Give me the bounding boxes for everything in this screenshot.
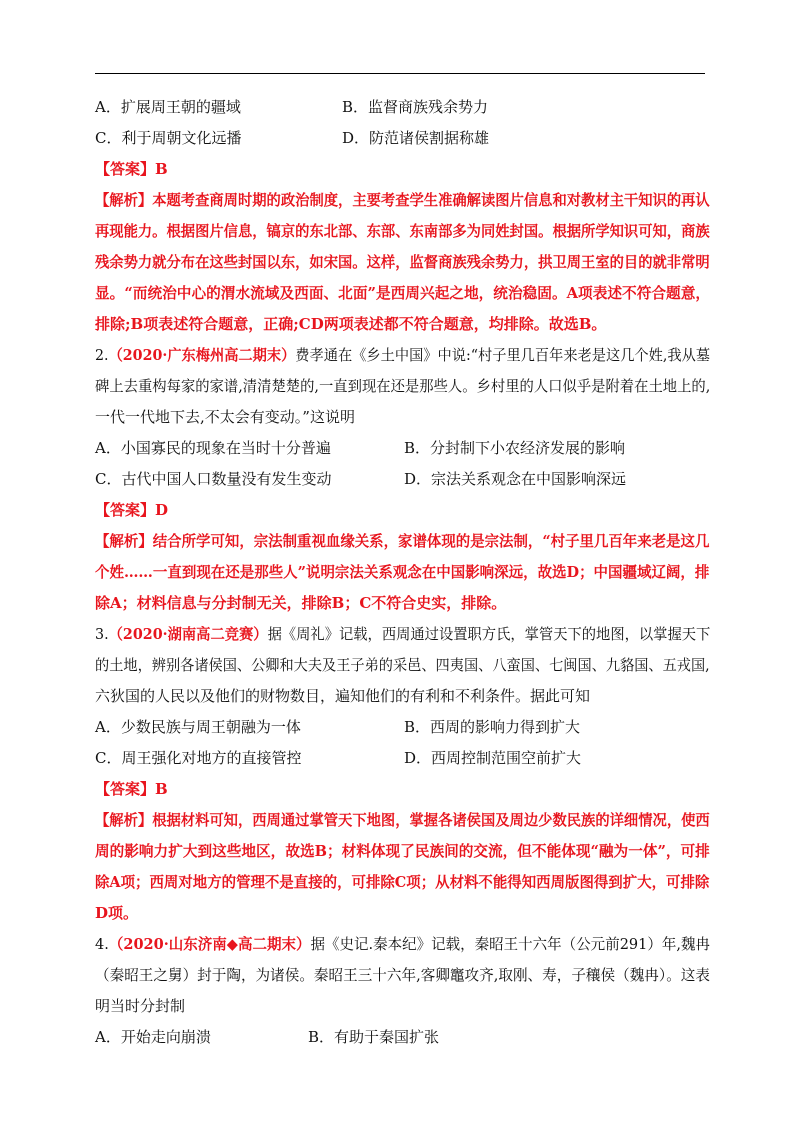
analysis-text: 结合所学可知，宗法制重视血缘关系，家谱体现的是宗法制，“村子里几百年来老是这几 bbox=[152, 532, 710, 550]
stem-line: 的土地，辨别各诸侯国、公卿和大夫及王子弟的采邑、四夷国、八蛮国、七闽国、九貉国、五戎国, bbox=[95, 656, 710, 674]
question-number: 3. bbox=[95, 625, 109, 643]
analysis-tag: 【解析】 bbox=[95, 532, 153, 550]
question-stem bbox=[95, 619, 711, 650]
analysis-line: 排除;B项表述符合题意，正确;CD两项表述都不符合题意，均排除。故选B。 bbox=[95, 315, 607, 333]
option-b: B．西周的影响力得到扩大 bbox=[404, 718, 581, 736]
analysis-line: 个姓……一直到现在还是那些人”说明宗法关系观念在中国影响深远，故选D；中国疆域辽阔，排 bbox=[95, 563, 710, 581]
option-d: D．防范诸侯割据称雄 bbox=[342, 129, 490, 147]
analysis-tag: 【解析】 bbox=[95, 811, 153, 829]
question-stem bbox=[95, 929, 711, 960]
option-d: D．西周控制范围空前扩大 bbox=[404, 749, 582, 767]
answer-line bbox=[95, 774, 710, 805]
options-row bbox=[95, 92, 710, 123]
question-source: （2020·广东梅州高二期末） bbox=[108, 346, 296, 364]
answer-tag: 【答案】 bbox=[95, 780, 156, 798]
stem-line: 六狄国的人民以及他们的财物数目，遍知他们的有利和不利条件。据此可知 bbox=[95, 687, 591, 705]
question-source: （2020·山东济南◆高二期末） bbox=[108, 935, 311, 953]
option-c: C．周王强化对地方的直接管控 bbox=[95, 749, 302, 767]
option-c: C．利于周朝文化远播 bbox=[95, 129, 242, 147]
analysis-text: 根据材料可知，西周通过掌管天下地图，掌握各诸侯国及周边少数民族的详细情况，使西 bbox=[152, 811, 710, 829]
analysis-line: 除A项；西周对地方的管理不是直接的，可排除C项；从材料不能得知西周版图得到扩大，可排除 bbox=[95, 873, 710, 891]
question-number: 2. bbox=[95, 346, 109, 364]
stem-text: 费孝通在《乡土中国》中说:“村子里几百年来老是这几个姓,我从墓 bbox=[295, 346, 711, 364]
header-rule bbox=[95, 73, 705, 74]
stem-text: 据《周礼》记载，西周通过设置职方氏，掌管天下的地图，以掌握天下 bbox=[267, 625, 711, 643]
analysis-line: 显。“而统治中心的渭水流域及西面、北面”是西周兴起之地，统治稳固。A项表述不符合题意， bbox=[95, 284, 711, 302]
answer-tag: 【答案】 bbox=[95, 501, 156, 519]
document-body bbox=[95, 92, 710, 1053]
option-b: B．监督商族残余势力 bbox=[342, 98, 489, 116]
question-stem bbox=[95, 340, 711, 371]
analysis-line: 残余势力就分布在这些封国以东，如宋国。这样，监督商族残余势力，拱卫周王室的目的就非常明 bbox=[95, 253, 710, 271]
analysis-tag: 【解析】 bbox=[95, 191, 153, 209]
question-source: （2020·湖南高二竞赛） bbox=[108, 625, 268, 643]
stem-line: （秦昭王之舅）封于陶，为诸侯。秦昭王三十六年,客卿竈攻齐,取刚、寿，子穰侯（魏冉）。这表 bbox=[95, 966, 710, 984]
analysis-line bbox=[95, 185, 710, 216]
options-row bbox=[95, 433, 710, 464]
answer-value: B bbox=[155, 780, 168, 798]
option-b: B．分封制下小农经济发展的影响 bbox=[404, 439, 626, 457]
stem-line: 碑上去重构每家的家谱,清清楚楚的,一直到现在还是那些人。乡村里的人口似乎是附着在土地上的, bbox=[95, 377, 711, 395]
analysis-line: D项。 bbox=[95, 904, 139, 922]
option-a: A．小国寡民的现象在当时十分普遍 bbox=[95, 439, 331, 457]
analysis-line: 再现能力。根据图片信息，镐京的东北部、东部、东南部多为同姓封国。根据所学知识可知，商族 bbox=[95, 222, 710, 240]
answer-tag: 【答案】 bbox=[95, 160, 156, 178]
stem-line: 明当时分封制 bbox=[95, 997, 186, 1015]
option-a: A．开始走向崩溃 bbox=[95, 1028, 211, 1046]
answer-line bbox=[95, 495, 710, 526]
stem-text: 据《史记.秦本纪》记载，秦昭王十六年（公元前291）年,魏冉 bbox=[310, 935, 711, 953]
analysis-text: 本题考查商周时期的政治制度，主要考查学生准确解读图片信息和对教材主干知识的再认 bbox=[152, 191, 710, 209]
option-a: A．扩展周王朝的疆域 bbox=[95, 98, 241, 116]
options-row bbox=[95, 123, 710, 154]
answer-line bbox=[95, 154, 710, 185]
question-number: 4. bbox=[95, 935, 109, 953]
analysis-line bbox=[95, 526, 710, 557]
answer-value: B bbox=[155, 160, 168, 178]
analysis-line: 周的影响力扩大到这些地区，故选B；材料体现了民族间的交流，但不能体现“融为一体”，可排 bbox=[95, 842, 710, 860]
option-a: A．少数民族与周王朝融为一体 bbox=[95, 718, 301, 736]
analysis-line: 除A；材料信息与分封制无关，排除B；C不符合史实，排除。 bbox=[95, 594, 507, 612]
option-d: D．宗法关系观念在中国影响深远 bbox=[404, 470, 627, 488]
options-row bbox=[95, 743, 710, 774]
option-b: B．有助于秦国扩张 bbox=[308, 1028, 440, 1046]
options-row bbox=[95, 712, 710, 743]
options-row bbox=[95, 464, 710, 495]
stem-line: 一代一代地下去,不太会有变动。”这说明 bbox=[95, 408, 355, 426]
analysis-line bbox=[95, 805, 710, 836]
options-row bbox=[95, 1022, 710, 1053]
answer-value: D bbox=[155, 501, 169, 519]
option-c: C．古代中国人口数量没有发生变动 bbox=[95, 470, 332, 488]
